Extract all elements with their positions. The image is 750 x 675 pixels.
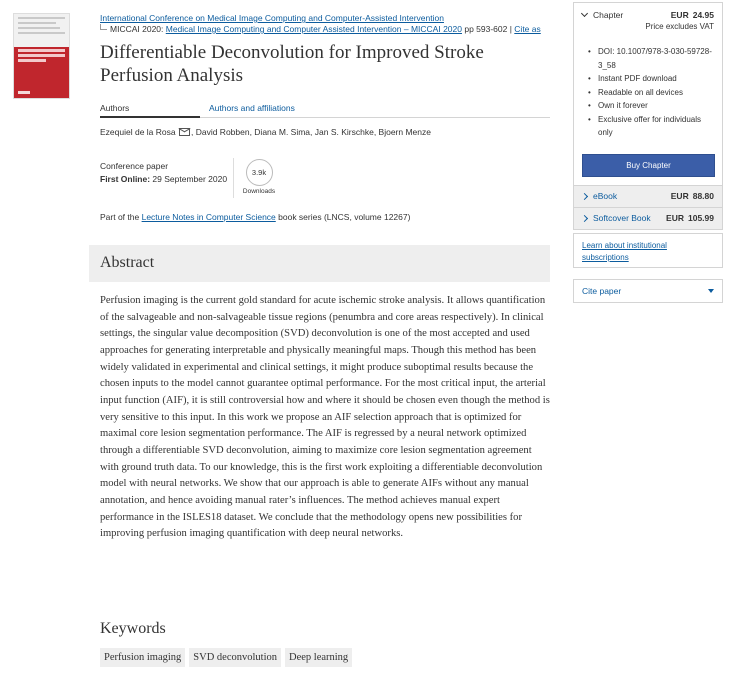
conference-link[interactable]: International Conference on Medical Image Computing and Computer-Assisted Intervention bbox=[100, 13, 444, 23]
chevron-right-icon bbox=[581, 214, 588, 221]
abstract-heading: Abstract bbox=[100, 254, 155, 271]
keyword-tag: SVD deconvolution bbox=[189, 648, 281, 667]
cover-title-area bbox=[14, 47, 69, 66]
author-list bbox=[100, 127, 431, 137]
book-series: Part of the Lecture Notes in Computer Science book series (LNCS, volume 12267) bbox=[100, 212, 411, 222]
ebook-option[interactable]: eBook EUR 88.80 bbox=[574, 185, 722, 207]
vat-note: Price excludes VAT bbox=[645, 22, 714, 31]
caret-down-icon bbox=[708, 289, 714, 293]
downloads-label: Downloads bbox=[242, 188, 276, 195]
downloads-count: 3.9k bbox=[246, 159, 273, 186]
conference-line bbox=[100, 13, 550, 24]
chevron-right-icon bbox=[581, 192, 588, 199]
institutional-box bbox=[573, 233, 723, 268]
feature-list bbox=[582, 45, 714, 140]
cover-header bbox=[14, 14, 69, 47]
proceedings-line bbox=[100, 24, 550, 35]
chapter-purchase bbox=[574, 3, 722, 185]
chapter-toggle[interactable] bbox=[582, 10, 714, 20]
author-tabs bbox=[100, 102, 550, 118]
chapter-price: EUR 24.95 bbox=[670, 10, 714, 20]
abstract-section-header bbox=[89, 245, 550, 282]
downloads-metric bbox=[242, 159, 276, 195]
cite-paper-label: Cite paper bbox=[582, 286, 622, 296]
keyword-tag: Perfusion imaging bbox=[100, 648, 185, 667]
list-item: • Exclusive offer for individuals only bbox=[582, 113, 714, 140]
keywords-heading: Keywords bbox=[100, 620, 166, 637]
chapter-label: Chapter bbox=[593, 10, 624, 20]
article-header bbox=[100, 13, 550, 87]
cite-as-link[interactable]: Cite as bbox=[514, 24, 541, 34]
page-title: Differentiable Deconvolution for Improved Stroke Perfusion Analysis bbox=[100, 42, 484, 86]
list-item: • Instant PDF download bbox=[582, 72, 714, 86]
list-item: • Readable on all devices bbox=[582, 86, 714, 100]
buy-chapter-button[interactable]: Buy Chapter bbox=[582, 154, 715, 177]
list-item: • DOI: 10.1007/978-3-030-59728-3_58 bbox=[582, 45, 714, 72]
meta-divider bbox=[233, 158, 234, 198]
softcover-price: EUR 105.99 bbox=[666, 213, 714, 223]
author-rest[interactable]: , David Robben, Diana M. Sima, Jan S. Kirschke, Bjoern Menze bbox=[190, 127, 431, 137]
proceedings-link[interactable]: Medical Image Computing and Computer Assisted Intervention – MICCAI 2020 bbox=[165, 24, 462, 34]
first-online: First Online: 29 September 2020 bbox=[100, 174, 228, 184]
corner-arrow-icon bbox=[100, 24, 107, 30]
tab-authors[interactable]: Authors bbox=[100, 103, 200, 118]
softcover-option[interactable]: Softcover Book EUR 105.99 bbox=[574, 207, 722, 229]
ebook-price: EUR 88.80 bbox=[670, 191, 714, 201]
paper-meta bbox=[100, 160, 227, 186]
tab-authors-affiliations[interactable]: Authors and affiliations bbox=[209, 103, 295, 113]
page-range: pp 593-602 | bbox=[461, 24, 515, 34]
author-first[interactable]: Ezequiel de la Rosa bbox=[100, 127, 176, 137]
series-link[interactable]: Lecture Notes in Computer Science bbox=[141, 212, 276, 222]
chevron-down-icon bbox=[581, 9, 588, 16]
book-cover-image[interactable] bbox=[13, 13, 70, 99]
paper-type: Conference paper bbox=[100, 161, 169, 171]
buy-box bbox=[573, 2, 723, 230]
proceedings-prefix: MICCAI 2020: bbox=[110, 24, 166, 34]
publisher-logo bbox=[18, 91, 30, 94]
list-item: • Own it forever bbox=[582, 99, 714, 113]
abstract-text: Perfusion imaging is the current gold standard for acute ischemic stroke analysis. It allows quantification of the salvageable and non-salvageable tissue regions (penumbra and core areas respectively). In clinical settings, the singular value decomposition (SVD) deconvolution is one of the most accepted and used approaches for generating interpretable and physically meaningful maps. Though this method has been widely validated in experimental and clinical settings, it might produce suboptimal results because the chosen inputs to the model cannot guarantee optimal performance. For the most critical input, the arterial input function (AIF), it is still controversial how and where it should be chosen even though the method is very sensitive to this input. In this work we propose an AIF selection approach that is optimized for maximal core lesion segmentation performance. The AIF is regressed by a neural network optimized through a differentiable SVD deconvolution, aiming to maximize core lesion segmentation agreement with ground truth data. To our knowledge, this is the first work exploiting a differentiable deconvolution model with neural networks. We show that our approach is able to generate AIFs without any manual annotation, and hence avoiding manual rater’s influences. The method achieves manual expert performance in the ISLES18 dataset. We conclude that the methodology opens new possibilities for improving perfusion imaging quantification with deep neural networks. bbox=[100, 295, 550, 540]
cite-paper-dropdown[interactable] bbox=[573, 279, 723, 303]
institutional-subscriptions-link[interactable]: Learn about institutional subscriptions bbox=[582, 241, 667, 262]
keyword-tag: Deep learning bbox=[285, 648, 352, 667]
email-icon[interactable] bbox=[179, 128, 190, 136]
keyword-list bbox=[100, 648, 352, 667]
